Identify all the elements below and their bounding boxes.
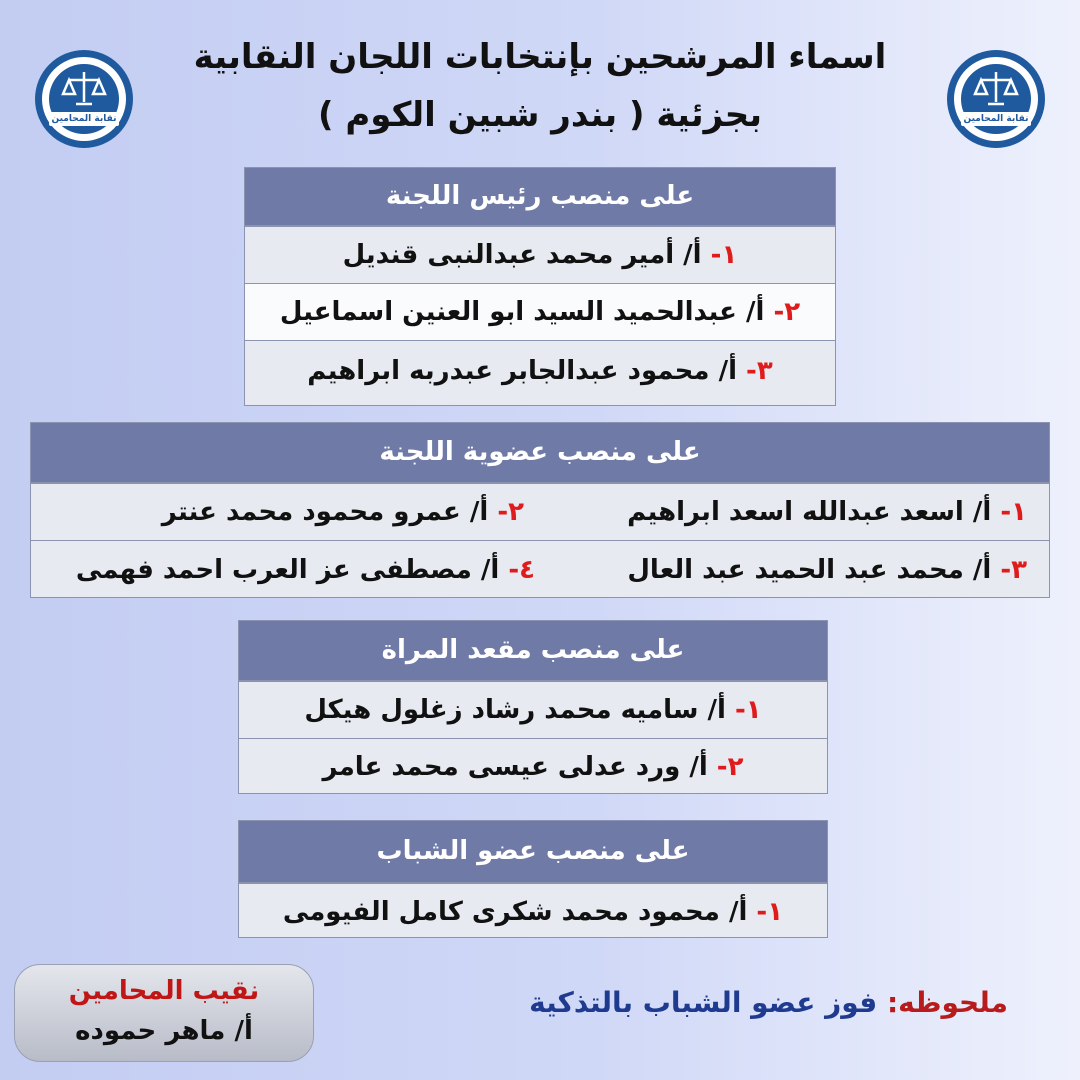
section-heading: على منصب رئيس اللجنة — [245, 168, 835, 226]
candidate-row — [239, 883, 827, 940]
candidate-row — [245, 340, 835, 407]
candidate-name: أ/ ساميه محمد رشاد زغلول هيكل — [304, 695, 726, 725]
candidate-row — [245, 226, 835, 283]
candidate-name: أ/ عبدالحميد السيد ابو العنين اسماعيل — [279, 297, 765, 327]
candidate-name: أ/ محمود عبدالجابر عبدربه ابراهيم — [307, 356, 737, 386]
member-candidate-1 — [627, 484, 1027, 540]
logo-text: نقابة المحامين — [49, 112, 119, 126]
bar-association-logo-left — [35, 50, 133, 148]
member-candidate-4 — [76, 541, 535, 599]
candidate-number: ١- — [710, 240, 738, 270]
page-title-line1: اسماء المرشحين بإنتخابات اللجان النقابية — [193, 37, 887, 77]
candidate-name: أ/ مصطفى عز العرب احمد فهمى — [75, 555, 500, 585]
candidate-row — [239, 738, 827, 796]
candidate-row — [245, 283, 835, 340]
note — [529, 986, 1008, 1019]
note-text: فوز عضو الشباب بالتذكية — [529, 986, 878, 1019]
candidate-name: أ/ محمود محمد شكرى كامل الفيومى — [282, 897, 748, 927]
candidate-name: أ/ أمير محمد عبدالنبى قنديل — [342, 240, 702, 270]
youth-member-table — [238, 820, 828, 938]
candidate-number: ١- — [1000, 497, 1027, 527]
candidate-number: ٣- — [746, 356, 773, 386]
bar-head-signature — [14, 964, 314, 1062]
candidate-number: ٤- — [508, 555, 535, 585]
president-candidates-table — [244, 167, 836, 406]
section-heading: على منصب عضوية اللجنة — [31, 423, 1049, 483]
candidate-number: ٢- — [773, 297, 801, 327]
scales-icon — [59, 68, 109, 112]
scales-icon — [971, 68, 1021, 112]
candidate-name: أ/ اسعد عبدالله اسعد ابراهيم — [627, 497, 992, 527]
bar-association-logo-right — [947, 50, 1045, 148]
candidate-name: أ/ ورد عدلى عيسى محمد عامر — [322, 752, 708, 782]
candidate-name: أ/ محمد عبد الحميد عبد العال — [627, 555, 992, 585]
candidate-row — [239, 681, 827, 738]
note-label: ملحوظه: — [886, 986, 1008, 1019]
signature-title: نقيب المحامين — [68, 976, 260, 1006]
section-heading: على منصب عضو الشباب — [239, 821, 827, 883]
member-row-1 — [31, 483, 1049, 540]
candidate-number: ٢- — [716, 752, 744, 782]
section-heading: على منصب مقعد المراة — [239, 621, 827, 681]
page-title-line2: بجزئية ( بندر شبين الكوم ) — [317, 95, 763, 135]
candidate-number: ٣- — [1000, 555, 1027, 585]
candidate-name: أ/ عمرو محمود محمد عنتر — [161, 497, 489, 527]
signature-name: أ/ ماهر حموده — [75, 1016, 253, 1046]
logo-text: نقابة المحامين — [961, 112, 1031, 126]
member-candidates-table — [30, 422, 1050, 598]
candidate-number: ١- — [756, 897, 784, 927]
candidate-number: ١- — [734, 695, 762, 725]
member-candidate-3 — [627, 541, 1027, 599]
member-candidate-2 — [162, 484, 524, 540]
member-row-2 — [31, 540, 1049, 599]
candidate-number: ٢- — [497, 497, 524, 527]
women-seat-table — [238, 620, 828, 794]
